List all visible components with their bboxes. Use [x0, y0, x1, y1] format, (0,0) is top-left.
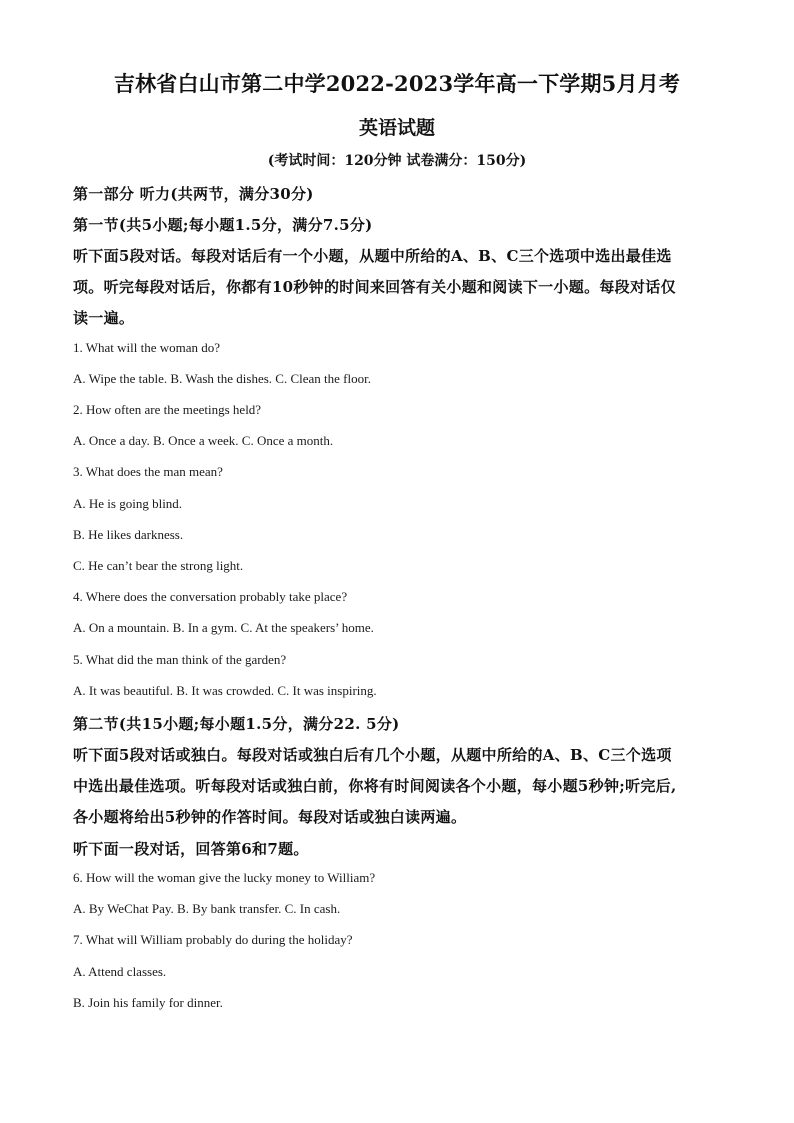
question-2-options: A. Once a day. B. Once a week. C. Once a month.: [73, 433, 334, 448]
section2-instruction-line: 听下面5段对话或独白。每段对话或独白后有几个小题，从题中所给的A、B、C三个选项: [73, 746, 672, 764]
exam-info: (考试时间：120分钟 试卷满分：150分): [267, 153, 527, 169]
question-4: 4. Where does the conversation probably take place?: [73, 589, 348, 604]
section1-instruction-line: 项。听完每段对话后，你都有10秒钟的时间来回答有关小题和阅读下一小题。每段对话仅: [73, 278, 676, 296]
question-7-option-b: B. Join his family for dinner.: [73, 995, 223, 1010]
section1-instruction-line: 读一遍。: [73, 309, 135, 327]
exam-title: 吉林省白山市第二中学2022-2023学年高一下学期5月月考: [113, 71, 681, 96]
question-6-options: A. By WeChat Pay. B. By bank transfer. C. In cash.: [73, 901, 341, 916]
question-3-option-c: C. He can’t bear the strong light.: [73, 558, 244, 573]
question-7: 7. What will William probably do during the holiday?: [73, 932, 353, 947]
section1-heading: 第一节(共5小题;每小题1.5分，满分7.5分): [73, 216, 373, 234]
question-3-option-b: B. He likes darkness.: [73, 527, 184, 542]
part1-heading: 第一部分 听力(共两节，满分30分): [73, 185, 314, 203]
section2-heading: 第二节(共15小题;每小题1.5分，满分22. 5分): [73, 715, 400, 733]
question-3: 3. What does the man mean?: [73, 464, 223, 479]
question-1: 1. What will the woman do?: [73, 340, 221, 355]
question-7-option-a: A. Attend classes.: [73, 964, 167, 979]
exam-subject: 英语试题: [358, 117, 435, 139]
question-5: 5. What did the man think of the garden?: [73, 652, 287, 667]
question-3-option-a: A. He is going blind.: [73, 496, 183, 511]
question-2: 2. How often are the meetings held?: [73, 402, 262, 417]
question-1-options: A. Wipe the table. B. Wash the dishes. C. Clean the floor.: [73, 371, 371, 386]
section2-instruction-line: 中选出最佳选项。听每段对话或独白前，你将有时间阅读各个小题，每小题5秒钟;听完后,: [73, 777, 677, 795]
question-4-options: A. On a mountain. B. In a gym. C. At the speakers’ home.: [73, 620, 374, 635]
dialogue-intro: 听下面一段对话，回答第6和7题。: [73, 840, 309, 858]
section1-instruction-line: 听下面5段对话。每段对话后有一个小题，从题中所给的A、B、C三个选项中选出最佳选: [73, 247, 672, 265]
question-5-options: A. It was beautiful. B. It was crowded. C. It was inspiring.: [73, 683, 377, 698]
section2-instruction-line: 各小题将给出5秒钟的作答时间。每段对话或独白读两遍。: [73, 808, 467, 826]
question-6: 6. How will the woman give the lucky money to William?: [73, 870, 376, 885]
